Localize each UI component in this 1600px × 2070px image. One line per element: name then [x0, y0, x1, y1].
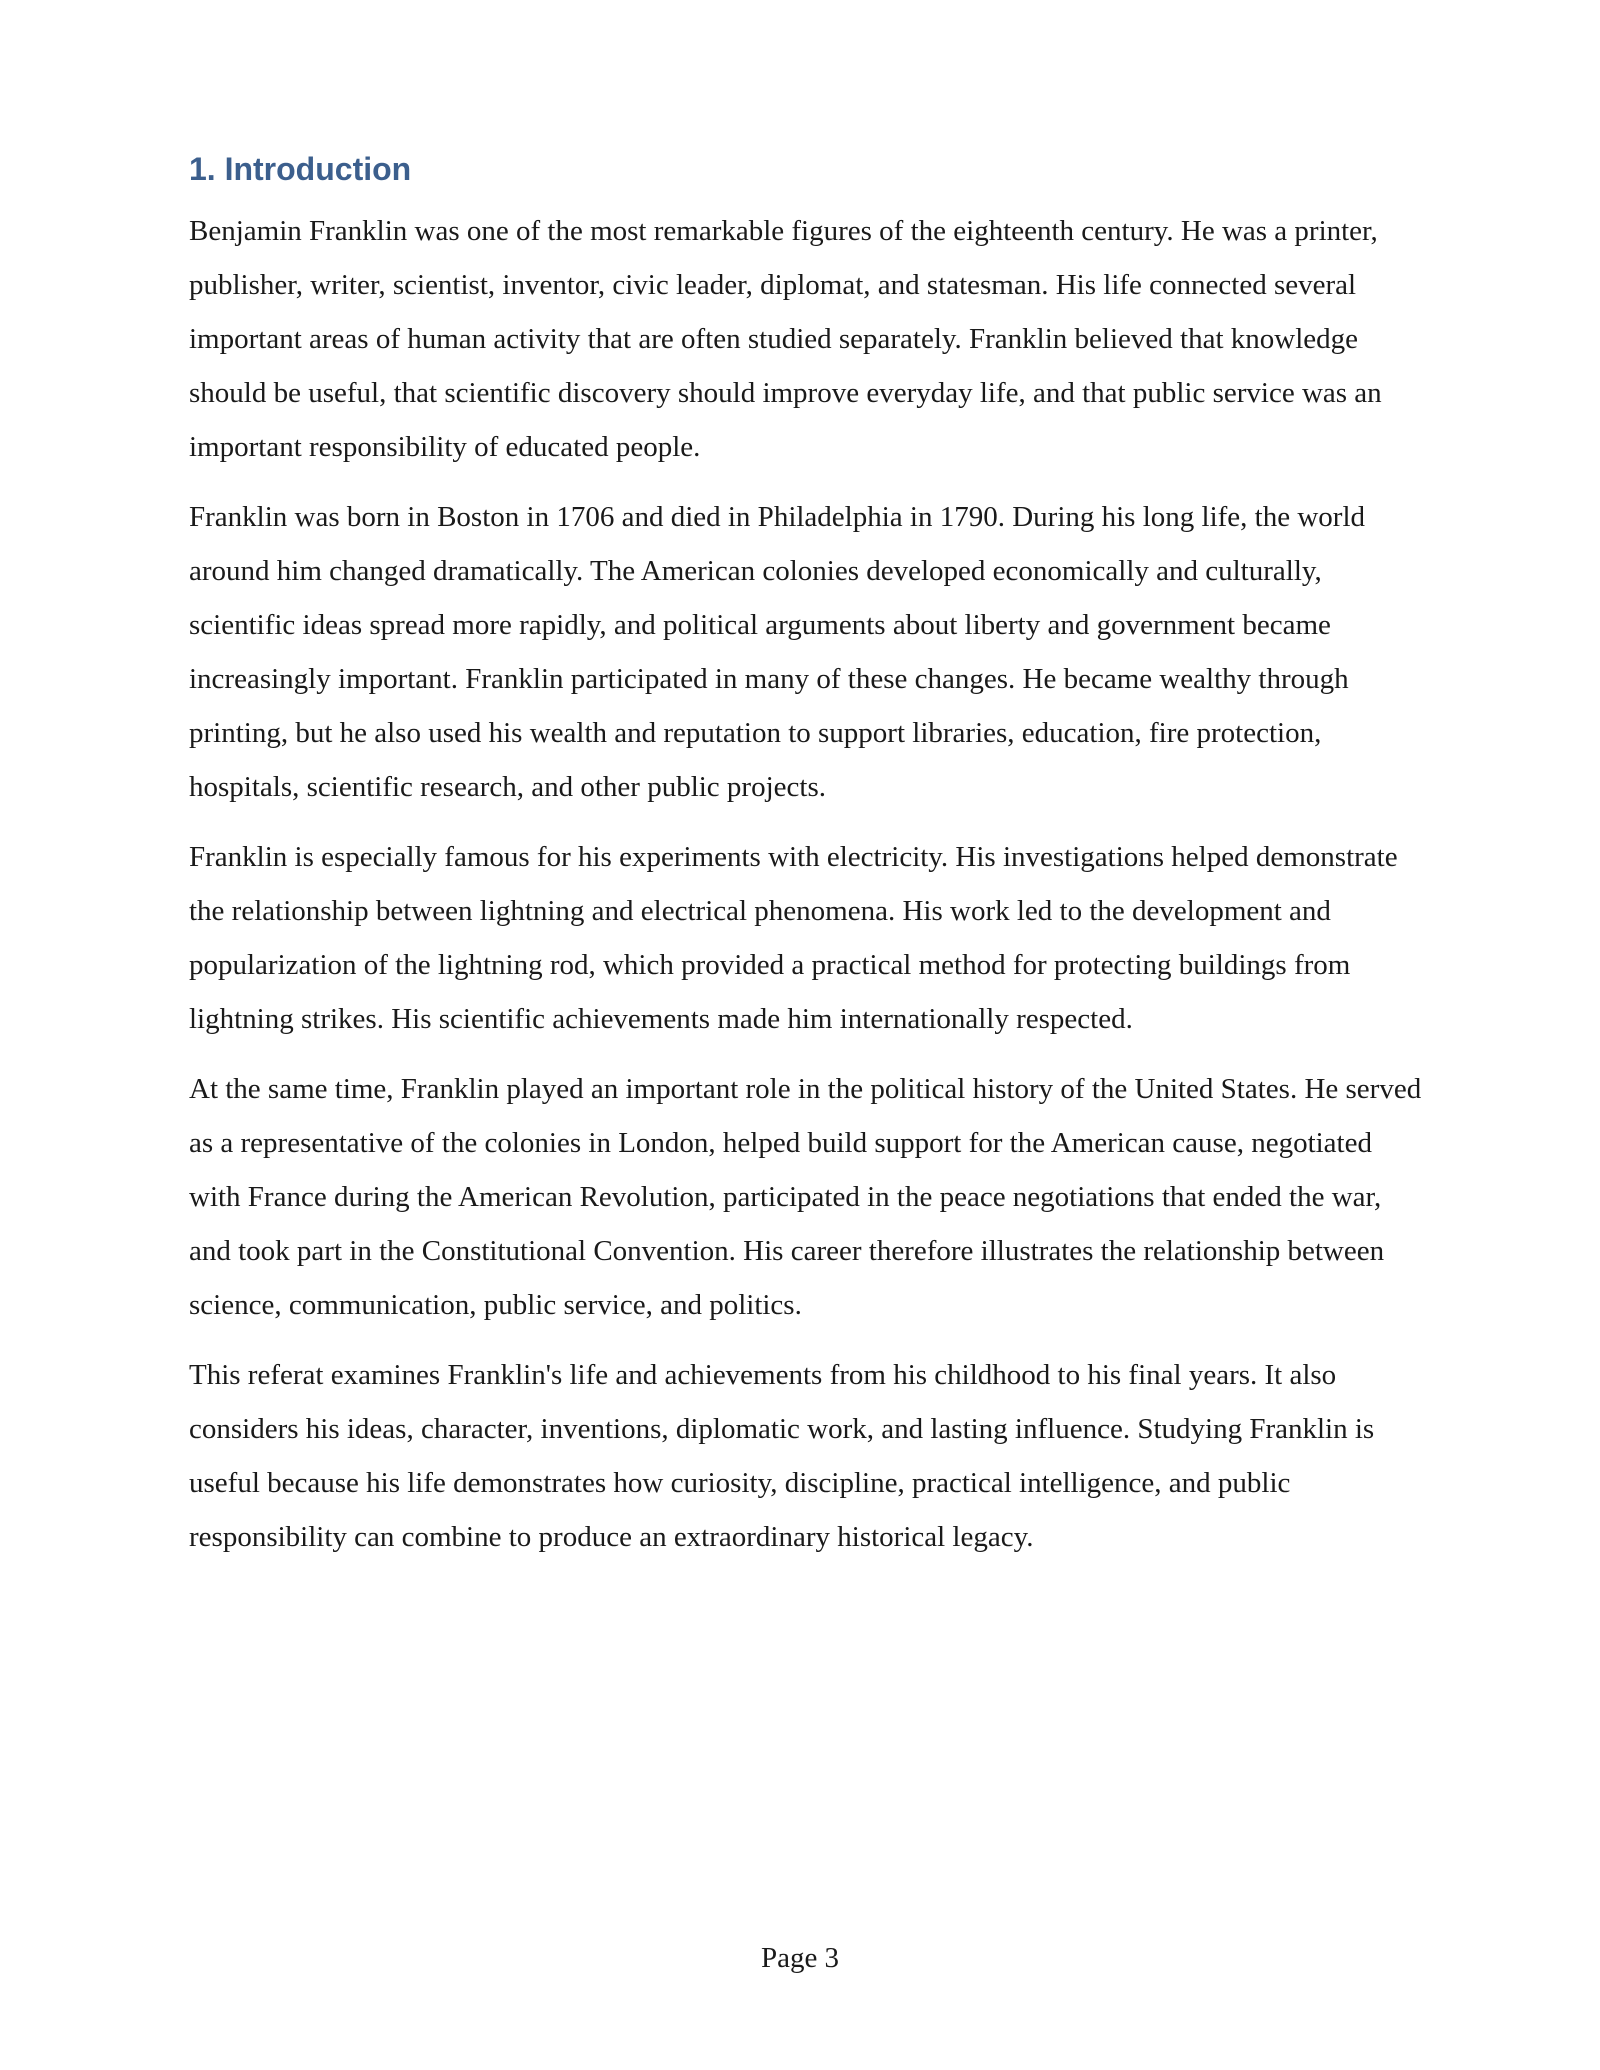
paragraph: Franklin is especially famous for his experiments with electricity. His investigations helped demonstrate the relationship between lightning and electrical phenomena. His work led to the development and popularization of the lightning rod, which provided a practical method for protecting buildings from lightning strikes. His scientific achievements made him internationally respected. [189, 841, 1398, 1036]
page-number: Page 3 [760, 1942, 840, 1974]
paragraph: This referat examines Franklin's life and achievements from his childhood to his final years. It also considers his ideas, character, inventions, diplomatic work, and lasting influence. Studying Franklin is useful because his life demonstrates how curiosity, discipline, practical intelligence, and public responsibility can combine to produce an extraordinary historical legacy. [189, 1359, 1375, 1554]
paragraph: Franklin was born in Boston in 1706 and died in Philadelphia in 1790. During his long life, the world around him changed dramatically. The American colonies developed economically and culturally, scientific ideas spread more rapidly, and political arguments about liberty and government became increasingly important. Franklin participated in many of these changes. He became wealthy through printing, but he also used his wealth and reputation to support libraries, education, fire protection, hospitals, scientific research, and other public projects. [189, 501, 1366, 804]
paragraph: At the same time, Franklin played an important role in the political history of the United States. He served as a representative of the colonies in London, helped build support for the American cause, negotiated with France during the American Revolution, participated in the peace negotiations that ended the war, and took part in the Constitutional Convention. His career therefore illustrates the relationship between science, communication, public service, and politics. [189, 1073, 1422, 1322]
section-heading: 1. Introduction [189, 151, 412, 187]
page-content [189, 150, 1425, 1580]
paragraph: Benjamin Franklin was one of the most remarkable figures of the eighteenth century. He was a printer, publisher, writer, scientist, inventor, civic leader, diplomat, and statesman. His life connected several important areas of human activity that are often studied separately. Franklin believed that knowledge should be useful, that scientific discovery should improve everyday life, and that public service was an important responsibility of educated people. [189, 215, 1382, 464]
